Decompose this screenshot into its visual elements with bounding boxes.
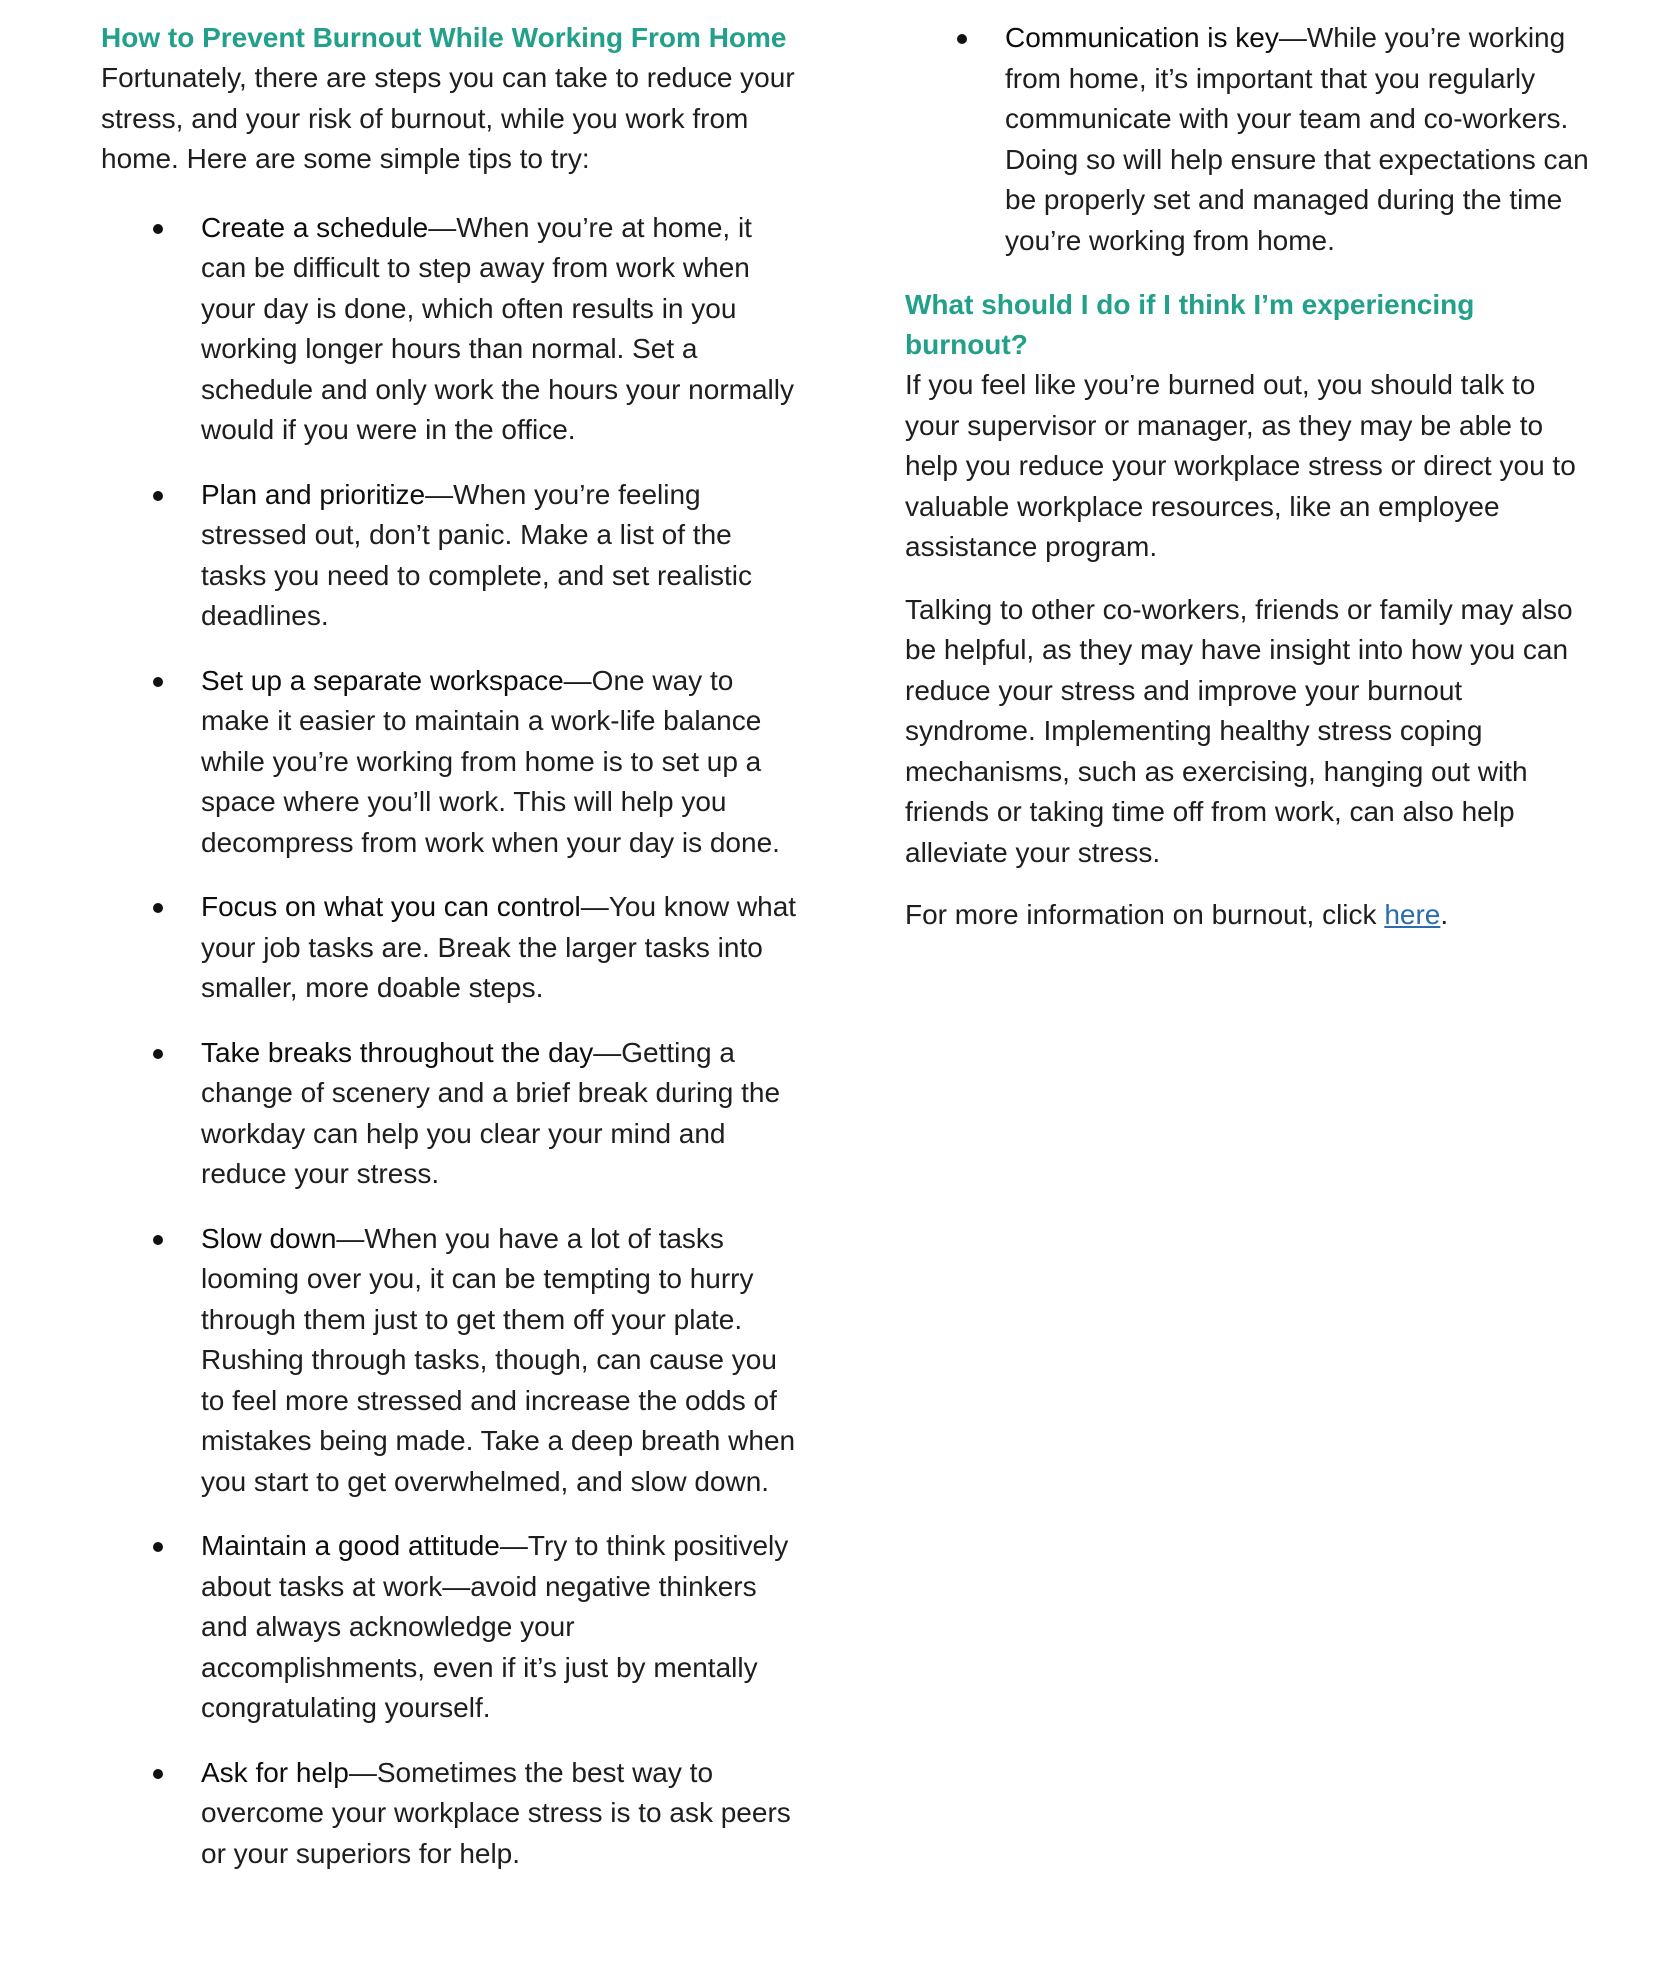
tip-body: —When you’re feeling stressed out, don’t panic. Make a list of the tasks you need to complete, and set realistic deadlines. bbox=[201, 478, 752, 631]
tip-title: Set up a separate workspace bbox=[201, 664, 564, 696]
tip-title: Slow down bbox=[201, 1222, 337, 1254]
bullet-icon bbox=[153, 1769, 163, 1779]
intro-paragraph: Fortunately, there are steps you can take to reduce your stress, and your risk of burnout, while you work from home. Here are some simple tips to try: bbox=[101, 62, 795, 174]
tip-body: —One way to make it easier to maintain a work-life balance while you’re working from home is to set up a space where you’ll work. This will help you decompress from work when your day is done. bbox=[201, 664, 780, 858]
advice-paragraph: If you feel like you’re burned out, you should talk to your supervisor or manager, as they may be able to help you reduce your workplace stress or direct you to valuable workplace resources, like an employee assistance program. bbox=[905, 369, 1576, 562]
bullet-icon bbox=[153, 491, 163, 501]
tip-title: Communication is key bbox=[1005, 22, 1279, 53]
tip-body: —While you’re working from home, it’s important that you regularly communicate with your team and co-workers. Doing so will help ensure that expectations can be properly set and managed during the time you’re working from home. bbox=[1005, 22, 1589, 256]
tip-title: Take breaks throughout the day bbox=[201, 1036, 594, 1068]
more-info-link[interactable]: here bbox=[1384, 899, 1441, 930]
tip-title: Create a schedule bbox=[201, 211, 429, 243]
bullet-icon bbox=[153, 677, 163, 687]
bullet-icon bbox=[153, 1542, 163, 1552]
tip-body: —Try to think positively about tasks at work—avoid negative thinkers and always acknowledge your accomplishments, even if it’s just by mentally congratulating yourself. bbox=[201, 1530, 789, 1723]
list-item bbox=[101, 208, 801, 451]
list-item bbox=[101, 475, 801, 637]
tip-body: —Sometimes the best way to overcome your workplace stress is to ask peers or your superiors for help. bbox=[201, 1756, 791, 1869]
left-column bbox=[101, 18, 801, 1898]
tip-title: Maintain a good attitude bbox=[201, 1530, 500, 1561]
tips-list-continued bbox=[905, 18, 1595, 261]
bullet-icon bbox=[153, 224, 163, 234]
section-heading-experiencing-burnout: What should I do if I think I’m experiencing burnout? bbox=[905, 289, 1475, 360]
bullet-icon bbox=[957, 34, 967, 44]
tip-title: Plan and prioritize bbox=[201, 478, 426, 510]
list-item bbox=[101, 1219, 801, 1503]
right-column bbox=[905, 18, 1595, 958]
tip-body: —When you’re at home, it can be difficult to step away from work when your day is done, which often results in you working longer hours than normal. Set a schedule and only work the hours your normally would if you were in the office. bbox=[201, 211, 794, 445]
more-info-paragraph bbox=[905, 895, 1595, 936]
more-info-period: . bbox=[1440, 899, 1449, 930]
tip-title: Ask for help bbox=[201, 1756, 349, 1788]
section-heading-prevent-burnout: How to Prevent Burnout While Working From Home bbox=[101, 22, 787, 53]
list-item bbox=[101, 887, 801, 1009]
tip-body: —Getting a change of scenery and a brief break during the workday can help you clear your mind and reduce your stress. bbox=[201, 1036, 781, 1189]
list-item bbox=[101, 1526, 801, 1729]
bullet-icon bbox=[153, 903, 163, 913]
list-item bbox=[101, 1753, 801, 1875]
more-info-text: For more information on burnout, click bbox=[905, 899, 1385, 930]
tip-title: Focus on what you can control bbox=[201, 891, 581, 922]
list-item bbox=[905, 18, 1595, 261]
bullet-icon bbox=[153, 1049, 163, 1059]
list-item bbox=[101, 1033, 801, 1195]
bullet-icon bbox=[153, 1235, 163, 1245]
tip-body: —You know what your job tasks are. Break the larger tasks into smaller, more doable steps. bbox=[201, 891, 797, 1003]
list-item bbox=[101, 661, 801, 864]
coping-paragraph: Talking to other co-workers, friends or family may also be helpful, as they may have insight into how you can reduce your stress and improve your burnout syndrome. Implementing healthy stress coping mechanisms, such as exercising, hanging out with friends or taking time off from work, can also help alleviate your stress. bbox=[905, 593, 1573, 868]
tips-list bbox=[101, 208, 801, 1875]
tip-body: —When you have a lot of tasks looming over you, it can be tempting to hurry through them just to get them off your plate. Rushing through tasks, though, can cause you to feel more stressed and increase the odds of mistakes being made. Take a deep breath when you start to get overwhelmed, and slow down. bbox=[201, 1222, 796, 1497]
